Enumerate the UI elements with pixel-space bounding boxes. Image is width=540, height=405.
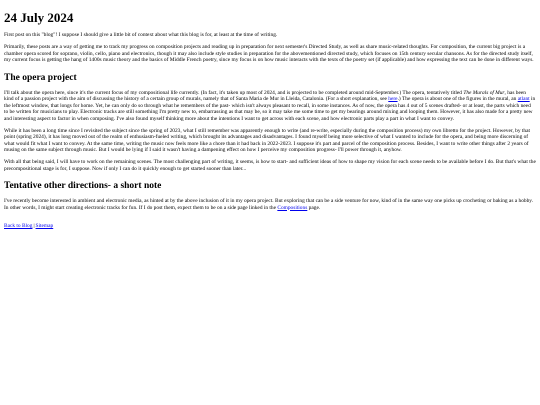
sitemap-link[interactable]: Sitemap xyxy=(35,223,54,229)
page-title: 24 July 2024 xyxy=(4,10,74,25)
intro-paragraph-2: Primarily, these posts are a way of getting me to track my progress on composition projects and reading up in preparation for next semester's Directed Study, as well as share music-related thoughts. For composition, the current big project is a chamber opera scored for soprano, violin, cello, piano and electronics, though it may also include style studies in preparation for the abovementioned directed study, which focuses on 15th century secular chansons. As for the directed study itself, my current focus is getting the hang of 1400s music theory and the basics of Middle French poetry, since my focus is on how music interacts with the texts of the poetry set (if applicable) and how expressing the text can be done in different ways. xyxy=(4,44,534,63)
other-directions-heading: Tentative other directions- a short note xyxy=(4,181,162,191)
opera-text-c: .) The opera is about one of the figures in the mural, an xyxy=(397,96,518,102)
intro-paragraph-1: First post on this "blog"! I suppose I should give a little bit of context about what this blog is for, at least at the time of writing. xyxy=(4,32,278,38)
opera-title: The Murals of Mur xyxy=(463,89,505,96)
opera-paragraph-2: While it has been a long time since I revisited the subject since the spring of 2023, what I still remember was apparently enough to write (and re-write, especially during the composition process) my own libretto for the project. However, by that point (spring 2024), it has long moved out of the realm of enthusiasm-fueled writing, which brought its advantages and disadvantages. I found myself being more selective of what I wanted to include for the opera, and being more discerning of what would fit what I want to convey. At the same time, writing the music now feels more like a chore than it had back in 2022-2023. I suppose it's part and parcel of the composition process. Besides, I want to write other things after 2 years of musing on the same subject through music. But I would be lying if I said it wasn't having a dampening effect on how I perceive my composition progress- I'll power through it, anyhow. xyxy=(4,127,530,153)
compositions-link[interactable]: Compositions xyxy=(277,204,308,211)
opera-text-d: in the leftmost window, that longs for home. Yet, he can only do so through what he remembers of the past- which isn't always pleasant to recall, in some instances. As of now, the opera has 4 out of 5 scenes drafted- or at least, the parts which need to be written for musicians to play. Electronic tracks are still something I'm pretty new to, embarrassing as that may be, so it may take me some time to get my bearings around mixing and looping them. However, it has also made for a pretty new and interesting aspect to factor in when composing. I've also found myself thinking more about the intentions I want to get across with each scene, and how electronic parts play a part in what I want to convey. xyxy=(4,96,536,122)
here-link[interactable]: here xyxy=(388,96,398,102)
other-text-a: I've recently become interested in ambient and electronic media, as hinted at by the above inclusion of it in my opera project. But exploring that can be a side venture for now, kind of in the same way one picks up crocheting or baking as a hobby. In other words, I might start creating electronic tracks for fun. If I do post them, expect them to be on a side page linked in the xyxy=(4,198,533,211)
back-to-blog-link[interactable]: Back to Blog xyxy=(4,223,33,229)
opera-paragraph-1 xyxy=(4,90,536,123)
opera-text-b: , has been kind of a passion project with the aim of discussing the history of a certain group of murals, namely that of Santa Maria de Mur in Lleida, Catalonia. (For a short explanation, see xyxy=(4,89,526,102)
opera-text-a: I'll talk about the opera here, since it's the current focus of my compositional life currently. (In fact, it's taken up most of 2024, and is projected to be completed around mid-September.) The opera, tentatively titled xyxy=(4,89,464,96)
opera-paragraph-3: With all that being said, I will have to work on the remaining scenes. The most challenging part of writing, it seems, is how to start- and sufficient ideas of how to shape my vision for each scene needs to be available before I do. But that's what the precompositional stage is for, I suppose. Now if only I can do it quickly enough to get started sooner than later... xyxy=(4,159,536,172)
opera-heading: The opera project xyxy=(4,72,77,83)
other-text-b: page. xyxy=(307,204,321,211)
footer-nav xyxy=(4,223,536,230)
atlant-link[interactable]: atlant xyxy=(517,96,530,102)
footer-separator: | xyxy=(33,223,35,229)
other-paragraph-1 xyxy=(4,198,536,211)
